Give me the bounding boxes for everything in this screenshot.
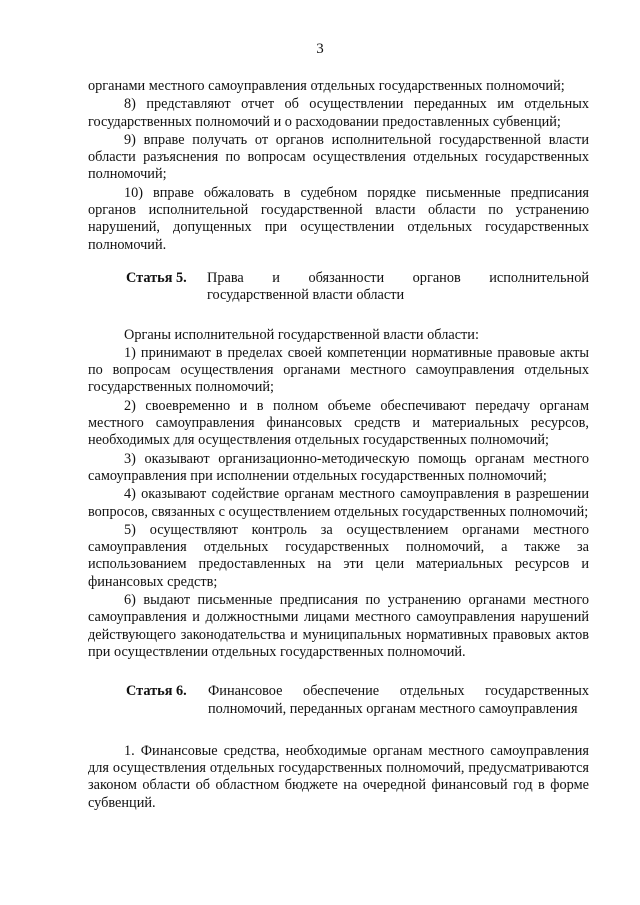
- article-6-label: Статья 6.: [126, 683, 187, 700]
- article-5-item-1: 1) принимают в пределах своей компетенции нормативные правовые акты по вопросам осуществления органами местного самоуправления отдельных государственных полномочий;: [88, 344, 589, 396]
- paragraph-item-8: 8) представляют отчет об осуществлении переданных им отдельных государственных полномочий и о расходовании предоставленных субвенций;: [88, 96, 589, 130]
- article-5-intro: Органы исполнительной государственной власти области:: [124, 326, 479, 343]
- article-6-title: Финансовое обеспечение отдельных государственных полномочий, переданных органам местного самоуправления: [208, 683, 589, 717]
- article-5-heading: [126, 270, 589, 305]
- article-5-item-3: 3) оказывают организационно-методическую помощь органам местного самоуправления при исполнении отдельных государственных полномочий;: [88, 450, 589, 484]
- article-5-label: Статья 5.: [126, 269, 187, 286]
- article-5-title: Права и обязанности органов исполнительной государственной власти области: [207, 269, 589, 304]
- paragraph-item-10: 10) вправе обжаловать в судебном порядке письменные предписания органов исполнительной государственной власти области по устранению нарушений, допущенных при осуществлении отдельных государственных полномочий.: [88, 184, 589, 253]
- article-5-item-2: 2) своевременно и в полном объеме обеспечивают передачу органам местного самоуправления финансовых средств и материальных ресурсов, необходимых для осуществления отдельных государственных полномочий;: [88, 397, 589, 449]
- article-6-item-1: 1. Финансовые средства, необходимые органам местного самоуправления для осуществления отдельных государственных полномочий, предусматриваются законом области об областном бюджете на очередной финансовый год в форме субвенций.: [88, 742, 589, 811]
- article-5-item-5: 5) осуществляют контроль за осуществлением органами местного самоуправления отдельных государственных полномочий, а также за использованием предоставленных на эти цели материальных ресурсов и финансовых средств;: [88, 521, 589, 590]
- article-5-item-4: 4) оказывают содействие органам местного самоуправления в разрешении вопросов, связанных с осуществлением отдельных государственных полномочий;: [88, 486, 589, 520]
- paragraph-continuation: органами местного самоуправления отдельных государственных полномочий;: [88, 78, 565, 94]
- document-body: [88, 78, 589, 813]
- article-6-heading: [126, 683, 589, 718]
- article-5-item-6: 6) выдают письменные предписания по устранению органами местного самоуправления и должностными лицами местного самоуправления нарушений действующего законодательства и муниципальных нормативных правовых актов при осуществлении отдельных государственных полномочий.: [88, 592, 589, 660]
- page-number: 3: [316, 41, 324, 57]
- paragraph-item-9: 9) вправе получать от органов исполнительной государственной власти области разъяснения по вопросам осуществления отдельных государственных полномочий;: [88, 131, 589, 183]
